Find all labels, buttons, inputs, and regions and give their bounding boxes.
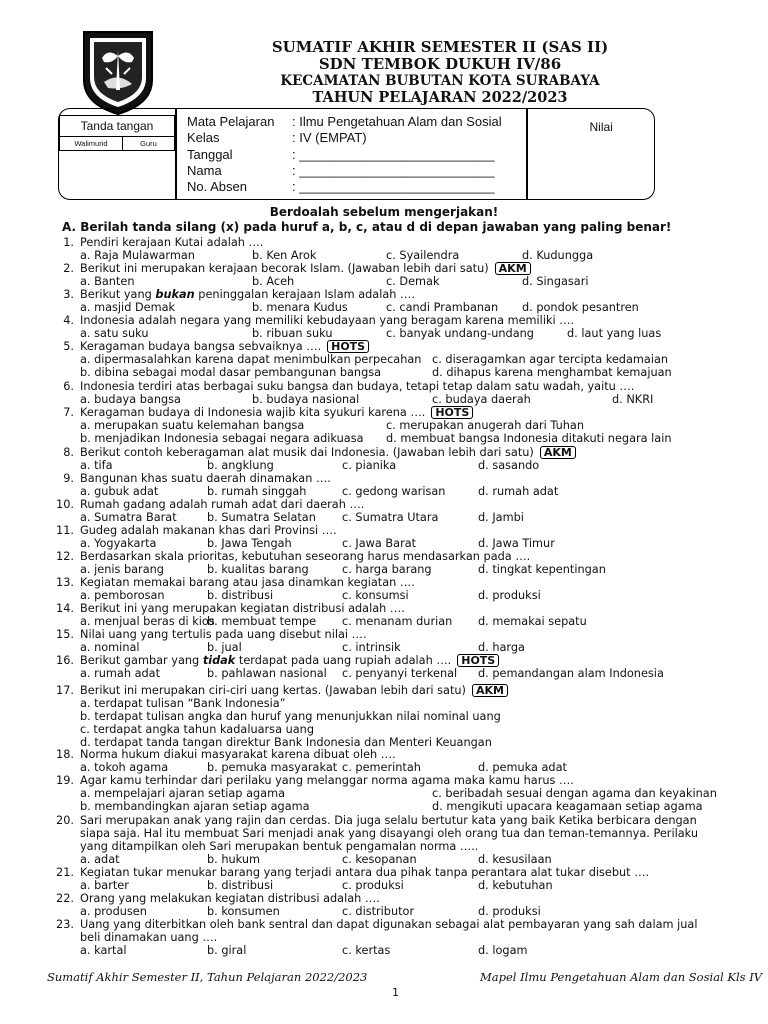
- answer-option: b. ribuan suku: [252, 327, 333, 341]
- field-label-class: Kelas: [187, 130, 220, 145]
- answer-option: a. jenis barang: [80, 563, 164, 577]
- answer-option: c. produksi: [342, 879, 404, 893]
- question-text: [80, 654, 499, 667]
- question-stem: Keragaman budaya di Indonesia wajib kita syukuri karena ….: [80, 406, 426, 419]
- answer-option: d. laut yang luas: [567, 327, 662, 341]
- question-text: [80, 236, 263, 249]
- absence-number-field[interactable]: : ___________________________: [292, 179, 495, 194]
- question-stem: Kegiatan memakai barang atau jasa dinamkan kegiatan ….: [80, 576, 415, 589]
- question-text: [80, 550, 530, 563]
- date-field[interactable]: : ___________________________: [292, 147, 495, 162]
- hots-badge: HOTS: [457, 654, 499, 667]
- section-a-instruction: A. Berilah tanda silang (x) pada huruf a, b, c, atau d di depan jawaban yang paling benar!: [62, 220, 672, 234]
- answer-option: b. hukum: [207, 853, 261, 867]
- answer-option: c. Demak: [386, 275, 440, 289]
- question-number: 4.: [63, 314, 74, 327]
- field-label-absence-number: No. Absen: [187, 179, 247, 194]
- answer-option: b. angklung: [207, 459, 274, 473]
- answer-option: c. merupakan anugerah dari Tuhan: [386, 419, 584, 433]
- answer-option: d. terdapat tanda tangan direktur Bank Indonesia dan Menteri Keuangan: [80, 736, 492, 750]
- answer-option: c. beribadah sesuai dengan agama dan keyakinan: [432, 787, 717, 801]
- question-text: [80, 602, 405, 615]
- answer-option: b. menara Kudus: [252, 301, 348, 315]
- answer-option: a. gubuk adat: [80, 485, 159, 499]
- question-number: 2.: [63, 262, 74, 275]
- answer-option: c. pianika: [342, 459, 397, 473]
- answer-option: d. logam: [478, 944, 528, 958]
- question-stem: Sari merupakan anak yang rajin dan cerdas. Dia juga selalu bertutur kata yang baik Ketika berbicara dengan: [80, 814, 697, 827]
- prayer-note: Berdoalah sebelum mengerjakan!: [269, 205, 499, 219]
- answer-option: a. Banten: [80, 275, 135, 289]
- question-text: [80, 472, 331, 485]
- answer-option: a. Sumatra Barat: [80, 511, 177, 525]
- field-value-class: : IV (EMPAT): [292, 130, 367, 145]
- question-number: 12.: [56, 550, 74, 563]
- answer-option: b. Jawa Tengah: [207, 537, 292, 551]
- district-name: KECAMATAN BUBUTAN KOTA SURABAYA: [280, 73, 600, 89]
- question-text: [80, 748, 396, 761]
- question-text: [80, 524, 337, 537]
- emphasis-word: tidak: [202, 654, 236, 667]
- question-stem: Gudeg adalah makanan khas dari Provinsi ….: [80, 524, 337, 537]
- akm-badge: AKM: [472, 684, 508, 697]
- answer-option: d. pemandangan alam Indonesia: [478, 667, 664, 681]
- answer-option: d. Jambi: [478, 511, 524, 525]
- question-number: 5.: [63, 340, 74, 353]
- hots-badge: HOTS: [431, 406, 473, 419]
- question-number: 7.: [63, 406, 74, 419]
- academic-year: TAHUN PELAJARAN 2022/2023: [312, 89, 568, 106]
- question-number: 6.: [63, 380, 74, 393]
- question-number: 19.: [56, 774, 74, 787]
- surabaya-emblem-logo: [78, 28, 158, 116]
- answer-option: c. konsumsi: [342, 589, 409, 603]
- answer-option: c. pemerintah: [342, 761, 421, 775]
- answer-option: a. produsen: [80, 905, 147, 919]
- question-stem: Orang yang melakukan kegiatan distribusi adalah ….: [80, 892, 380, 905]
- question-stem: Pendiri kerajaan Kutai adalah ….: [80, 236, 264, 249]
- question-text-part: terdapat pada uang rupiah adalah ….: [235, 654, 452, 667]
- question-text: [80, 314, 574, 327]
- page-number: 1: [392, 986, 399, 999]
- answer-option: a. tifa: [80, 459, 113, 473]
- answer-option: a. menjual beras di kios: [80, 615, 215, 629]
- question-text: [80, 892, 380, 905]
- question-stem: Nilai uang yang tertulis pada uang disebut nilai ….: [80, 628, 367, 641]
- answer-option: b. menjadikan Indonesia sebagai negara adikuasa: [80, 432, 364, 446]
- question-stem: Bangunan khas suatu daerah dinamakan ….: [80, 472, 331, 485]
- answer-option: c. candi Prambanan: [386, 301, 499, 315]
- answer-option: a. nominal: [80, 641, 140, 655]
- question-text: [80, 814, 697, 827]
- question-text: [80, 684, 508, 697]
- answer-option: b. Sumatra Selatan: [207, 511, 316, 525]
- question-stem: Berikut ini merupakan ciri-ciri uang kertas. (Jawaban lebih dari satu): [80, 684, 466, 697]
- question-text: [80, 774, 574, 787]
- answer-option: b. pahlawan nasional: [207, 667, 327, 681]
- answer-option: b. terdapat tulisan angka dan huruf yang menunjukkan nilai nominal uang: [80, 710, 501, 724]
- field-value-subject: : Ilmu Pengetahuan Alam dan Sosial: [292, 114, 502, 129]
- question-number: 3.: [63, 288, 74, 301]
- answer-option: a. satu suku: [80, 327, 149, 341]
- question-text: [80, 576, 415, 589]
- answer-option: b. Ken Arok: [252, 249, 317, 263]
- answer-option: d. Jawa Timur: [478, 537, 555, 551]
- answer-option: c. menanam durian: [342, 615, 453, 629]
- answer-option: b. rumah singgah: [207, 485, 307, 499]
- question-stem: Berikut ini merupakan kerajaan becorak Islam. (Jawaban lebih dari satu): [80, 262, 489, 275]
- akm-badge: AKM: [540, 446, 576, 459]
- answer-option: c. budaya daerah: [432, 393, 531, 407]
- answer-option: c. gedong warisan: [342, 485, 446, 499]
- akm-badge: AKM: [495, 262, 531, 275]
- walimurid-label: Walimurid: [59, 136, 123, 151]
- question-number: 18.: [56, 748, 74, 761]
- question-number: 11.: [56, 524, 74, 537]
- answer-option: d. pondok pesantren: [522, 301, 639, 315]
- answer-option: b. membandingkan ajaran setiap agama: [80, 800, 310, 814]
- answer-option: d. kebutuhan: [478, 879, 553, 893]
- answer-option: a. Raja Mulawarman: [80, 249, 195, 263]
- answer-option: a. barter: [80, 879, 129, 893]
- question-number: 16.: [56, 654, 74, 667]
- answer-option: d. rumah adat: [478, 485, 559, 499]
- question-number: 8.: [63, 446, 74, 459]
- question-number: 17.: [56, 684, 74, 697]
- question-text: [80, 340, 369, 353]
- answer-option: d. Singasari: [522, 275, 589, 289]
- question-number: 23.: [56, 918, 74, 931]
- answer-option: d. memakai sepatu: [478, 615, 587, 629]
- answer-option: d. produksi: [478, 905, 541, 919]
- answer-option: c. penyanyi terkenal: [342, 667, 458, 681]
- question-text: [80, 406, 473, 419]
- answer-option: c. distributor: [342, 905, 415, 919]
- answer-option: d. kesusilaan: [478, 853, 552, 867]
- exam-title: SUMATIF AKHIR SEMESTER II (SAS II): [271, 38, 609, 56]
- answer-option: d. NKRI: [612, 393, 654, 407]
- answer-option: c. kertas: [342, 944, 391, 958]
- question-text-continued: beli dinamakan uang ….: [80, 931, 218, 945]
- question-text: [80, 446, 576, 459]
- answer-option: b. kualitas barang: [207, 563, 309, 577]
- question-number: 9.: [63, 472, 74, 485]
- answer-option: c. Sumatra Utara: [342, 511, 439, 525]
- question-text-part: Berikut yang: [80, 288, 156, 301]
- question-stem: Berikut contoh keberagaman alat musik dai Indonesia. (Jawaban lebih dari satu): [80, 446, 534, 459]
- question-stem: Rumah gadang adalah rumah adat dari daerah ….: [80, 498, 365, 511]
- field-label-subject: Mata Pelajaran: [187, 114, 275, 129]
- answer-option: c. harga barang: [342, 563, 432, 577]
- answer-option: a. budaya bangsa: [80, 393, 181, 407]
- question-stem: Uang yang diterbitkan oleh bank sentral dan dapat digunakan sebagai alat pembayaran yang sah dalam jual: [80, 918, 698, 931]
- answer-option: d. Kudungga: [522, 249, 594, 263]
- divider: [526, 108, 528, 200]
- answer-option: b. distribusi: [207, 879, 274, 893]
- answer-option: b. konsumen: [207, 905, 280, 919]
- answer-option: a. Yogyakarta: [80, 537, 157, 551]
- hots-badge: HOTS: [327, 340, 369, 353]
- question-number: 14.: [56, 602, 74, 615]
- answer-option: c. Syailendra: [386, 249, 460, 263]
- answer-option: b. pemuka masyarakat: [207, 761, 338, 775]
- answer-option: b. Aceh: [252, 275, 295, 289]
- question-stem: Agar kamu terhindar dari perilaku yang melanggar norma agama maka kamu harus ….: [80, 774, 574, 787]
- signature-table: [59, 115, 175, 151]
- answer-option: b. membuat tempe: [207, 615, 317, 629]
- field-label-name: Nama: [187, 163, 222, 178]
- question-stem: Norma hukum diakui masyarakat karena dibuat oleh ….: [80, 748, 396, 761]
- name-field[interactable]: : ___________________________: [292, 163, 495, 178]
- answer-option: a. dipermasalahkan karena dapat menimbulkan perpecahan: [80, 353, 422, 367]
- question-text: [80, 918, 697, 931]
- question-text: [80, 380, 634, 393]
- answer-option: c. intrinsik: [342, 641, 401, 655]
- question-number: 10.: [56, 498, 74, 511]
- answer-option: a. adat: [80, 853, 120, 867]
- question-text-continued: yang ditampilkan oleh Sari merupakan bentuk pengamalan norma …..: [80, 840, 479, 854]
- question-number: 15.: [56, 628, 74, 641]
- answer-option: b. distribusi: [207, 589, 274, 603]
- answer-option: a. merupakan suatu kelemahan bangsa: [80, 419, 305, 433]
- answer-option: c. Jawa Barat: [342, 537, 417, 551]
- answer-option: d. membuat bangsa Indonesia ditakuti negara lain: [386, 432, 672, 446]
- footer-left: Sumatif Akhir Semester II, Tahun Pelajaran 2022/2023: [47, 970, 368, 984]
- answer-option: a. tokoh agama: [80, 761, 169, 775]
- answer-option: d. tingkat kepentingan: [478, 563, 606, 577]
- answer-option: d. dihapus karena menghambat kemajuan: [432, 366, 672, 380]
- answer-option: a. rumah adat: [80, 667, 161, 681]
- answer-option: d. sasando: [478, 459, 540, 473]
- question-number: 22.: [56, 892, 74, 905]
- question-text: [80, 866, 649, 879]
- answer-option: a. masjid Demak: [80, 301, 176, 315]
- question-text: [80, 288, 415, 301]
- answer-option: c. diseragamkan agar tercipta kedamaian: [432, 353, 669, 367]
- answer-option: c. kesopanan: [342, 853, 417, 867]
- signature-header: Tanda tangan: [59, 115, 175, 137]
- question-number: 20.: [56, 814, 74, 827]
- answer-option: b. dibina sebagai modal dasar pembangunan bangsa: [80, 366, 382, 380]
- answer-option: b. giral: [207, 944, 247, 958]
- answer-option: d. pemuka adat: [478, 761, 567, 775]
- guru-label: Guru: [122, 136, 175, 151]
- question-stem: Indonesia adalah negara yang memiliki kebudayaan yang beragam karena memiliki ….: [80, 314, 575, 327]
- question-stem: Indonesia terdiri atas berbagai suku bangsa dan budaya, tetapi tetap dalam satu wadah, yaitu ….: [80, 380, 635, 393]
- emphasis-word: bukan: [155, 288, 195, 301]
- question-text-continued: siapa saja. Hal itu membuat Sari menjadi anak yang disayangi oleh orang tua dan teman-temannya. Perilaku: [80, 827, 698, 841]
- answer-option: c. banyak undang-undang: [386, 327, 534, 341]
- question-number: 1.: [63, 236, 74, 249]
- field-label-date: Tanggal: [187, 147, 233, 162]
- question-stem: Berikut ini yang merupakan kegiatan distribusi adalah ….: [80, 602, 405, 615]
- answer-option: d. produksi: [478, 589, 541, 603]
- question-text-part: peninggalan kerajaan Islam adalah ….: [194, 288, 415, 301]
- question-number: 13.: [56, 576, 74, 589]
- question-text-part: Berikut gambar yang: [80, 654, 203, 667]
- question-stem: Berdasarkan skala prioritas, kebutuhan seseorang harus mendasarkan pada ….: [80, 550, 531, 563]
- school-name: SDN TEMBOK DUKUH IV/86: [318, 55, 562, 73]
- question-number: 21.: [56, 866, 74, 879]
- answer-option: a. mempelajari ajaran setiap agama: [80, 787, 286, 801]
- answer-option: b. budaya nasional: [252, 393, 360, 407]
- question-stem: Kegiatan tukar menukar barang yang terjadi antara dua pihak tanpa perantara alat tukar disebut ….: [80, 866, 650, 879]
- divider: [175, 108, 177, 200]
- answer-option: a. terdapat tulisan “Bank Indonesia”: [80, 697, 286, 711]
- answer-option: c. terdapat angka tahun kadaluarsa uang: [80, 723, 314, 737]
- answer-option: d. harga: [478, 641, 525, 655]
- answer-option: a. kartal: [80, 944, 127, 958]
- question-text: [80, 498, 364, 511]
- footer-right: Mapel Ilmu Pengetahuan Alam dan Sosial Kls IV: [480, 970, 763, 984]
- score-label: Nilai: [589, 120, 613, 134]
- answer-option: d. mengikuti upacara keagamaan setiap agama: [432, 800, 703, 814]
- question-text: [80, 628, 367, 641]
- answer-option: b. jual: [207, 641, 242, 655]
- question-stem: Keragaman budaya bangsa sebvaiknya ….: [80, 340, 322, 353]
- question-text: [80, 262, 531, 275]
- answer-option: a. pemborosan: [80, 589, 165, 603]
